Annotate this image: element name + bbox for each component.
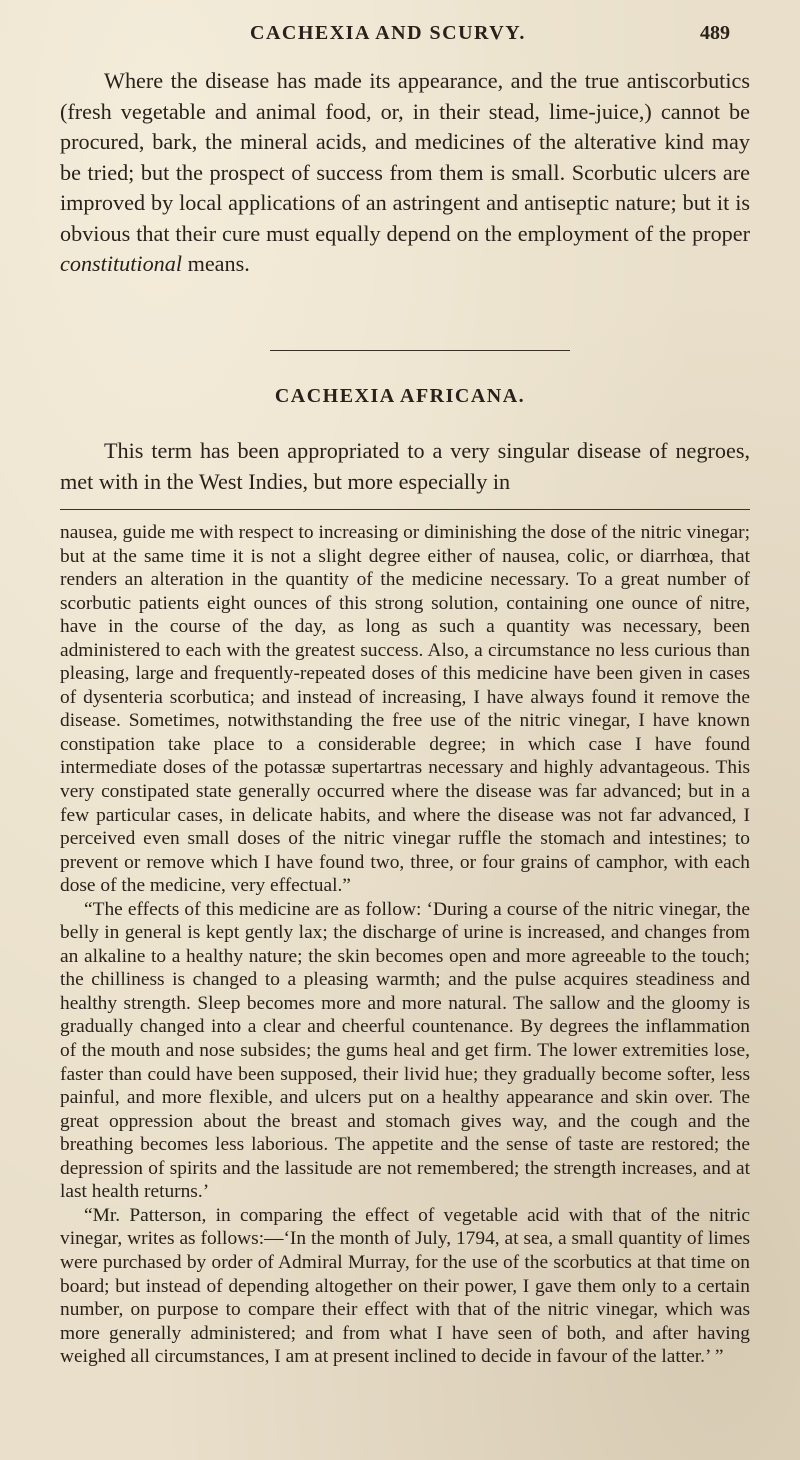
- body-paragraph: [60, 66, 750, 280]
- footnote-paragraph: “The effects of this medicine are as follow: ‘During a course of the nitric vinegar, the belly in general is kept gently lax; the discharge of urine is increased, and changes from an alkaline to a healthy nature; the skin becomes open and more agreeable to the touch; the chilliness is changed to a pleasing warmth; and the pulse acquires steadiness and healthy strength. Sleep becomes more and more natural. The sallow and the gloomy is gradually changed into a clear and cheerful countenance. By degrees the inflammation of the mouth and nose subsides; the gums heal and get firm. The lower extremities lose, faster than could have been supposed, their livid hue; they gradually become softer, less painful, and more flexible, and ulcers put on a healthy appearance and skin over. The great oppression about the breast and stomach gives way, and the cough and the breathing becomes less laborious. The appetite and the sense of taste are restored; the depression of spirits and the lassitude are not remembered; the strength increases, and at last health returns.’: [60, 898, 750, 1203]
- scurvy-treatment-paragraph: [60, 66, 750, 280]
- footnote-paragraph: “Mr. Patterson, in comparing the effect of vegetable acid with that of the nitric vinegar, writes as follows:—‘In the month of July, 1794, at sea, a small quantity of limes were purchased by order of Admiral Murray, for the use of the scorbutics at that time on board; but instead of depending altogether on their power, I gave them only to a certain number, on purpose to compare their effect with that of the nitric vinegar, which was more generally administered; and from what I have seen of both, and after having weighed all circumstances, I am at present inclined to decide in favour of the latter.’ ”: [60, 1204, 750, 1368]
- paragraph-tail: means.: [182, 251, 250, 276]
- section-divider: [270, 350, 570, 351]
- running-title: CACHEXIA AND SCURVY.: [250, 22, 526, 44]
- cachexia-africana-paragraph: [60, 436, 750, 497]
- emphasized-word: constitutional: [60, 251, 183, 276]
- footnote-block: [60, 521, 750, 1369]
- footnote-divider: [60, 509, 750, 510]
- section-heading: CACHEXIA AFRICANA.: [274, 385, 526, 407]
- body-paragraph: This term has been appropriated to a very singular disease of negroes, met with in the West Indies, but more especially in: [60, 438, 750, 494]
- running-head: [0, 22, 800, 52]
- footnote-paragraph: nausea, guide me with respect to increasing or diminishing the dose of the nitric vinegar; but at the same time it is not a slight degree either of nausea, colic, or diarrhœa, that renders an alteration in the quantity of the medicine necessary. To a great number of scorbutic patients eight ounces of this strong solution, containing one ounce of nitre, have in the course of the day, as long as such a quantity was necessary, been administered to each with the greatest success. Also, a circumstance no less curious than pleasing, large and frequently-repeated doses of this medicine have been given in cases of dysenteria scorbutica; and instead of increasing, I have always found it remove the disease. Sometimes, notwithstanding the free use of the nitric vinegar, I have known constipation take place to a considerable degree; in which case I have found intermediate doses of the potassæ supertartras necessary and highly advantageous. This very constipated state generally occurred where the disease was far advanced; but in a few particular cases, in delicate habits, and where the disease was not far advanced, I perceived even small doses of the nitric vinegar ruffle the stomach and intestines; to prevent or remove which I have found two, three, or four grains of camphor, with each dose of the medicine, very effectual.”: [60, 522, 750, 897]
- page-number: 489: [700, 22, 730, 44]
- paragraph-text: Where the disease has made its appearance, and the true antiscorbutics (fresh vegetable and animal food, or, in their stead, lime-juice,) cannot be procured, bark, the mineral acids, and medicines of the alterative kind may be tried; but the prospect of success from them is small. Scorbutic ulcers are improved by local applications of an astringent and antiseptic nature; but it is obvious that their cure must equally depend on the employment of the proper: [60, 68, 750, 246]
